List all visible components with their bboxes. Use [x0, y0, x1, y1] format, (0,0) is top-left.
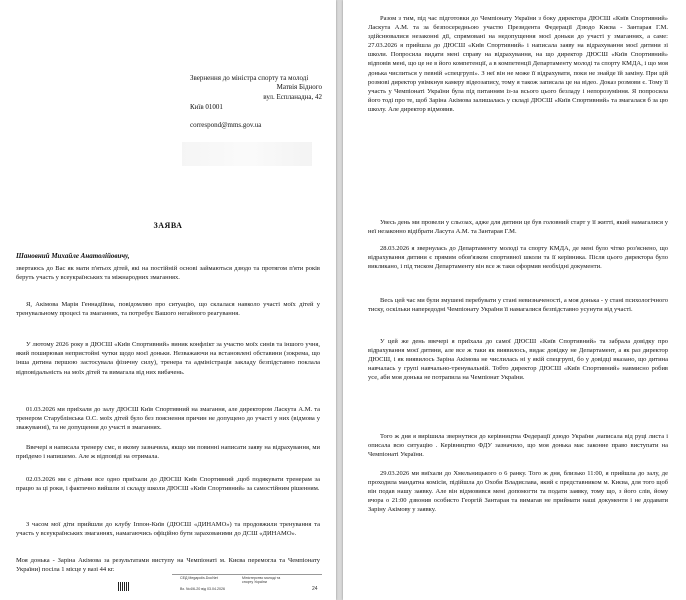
paragraph-8: Моя донька - Заріна Акімова за результатами виступу на Чемпіонаті м. Києва перемогла та Чемпіонату України) посіла 1 місце у вазі 44 кг. — [16, 557, 320, 574]
paragraph-4: 01.03.2026 ми приїхали до залу ДЮСШ Київ Спортивний на змагання, але директором Ласкута А.М. та тренером Старублінська О.С. моїх дітей було без пояснення причин не допущено до участі у них (відмова у зважуванні), та не допущення до участі в змаганнях. — [16, 406, 320, 432]
addressee-email: correspond@mms.gov.ua — [190, 121, 262, 129]
right-paragraph-6: Того ж дня я вирішила звернутися до керівництва Федерації дзюдо України ,написала від руці листа і описала всю ситуацію . Керівництво ФДУ зазначило, що моя донька має законне право виступати на Чемпіонаті України. — [368, 433, 668, 459]
stamp-system: СЕД Megapolis.DocNet — [180, 576, 218, 580]
right-paragraph-7: 29.03.2026 ми виїхали до Хмельницького о 6 ранку. Того ж дня, близько 11:00, я прийшла до залу, де проходила мандатна комісія, підійшла до Охоби Владислава, який є представником м. Києва, для того щоб він подав нашу заявку. Але він відмовився мені допомогти та подати заявку, тому що, з його слів, йому вчора о 21:00 дзвонив особисто Георгій Зантарая та вимагав не приймати наші документи і не додавати Заріну Акімову у заявку. — [368, 470, 668, 514]
stamp-reg-number: Вх. №4/6-20 від 03.04.2026 — [180, 587, 225, 591]
right-paragraph-4: Весь цей час ми були змушені перебувати у стані невизначеності, а моя донька - у стані психологічного тиску, оскільки напередодні Чемпіонату України її намагалися безпідставно усунути від участі. — [368, 297, 668, 314]
barcode-icon — [118, 582, 130, 591]
paragraph-2: Я, Акімова Марія Геннадіївна, повідомляю про ситуацію, що склалася навколо участі моїх дітей у тренувальному процесі та змаганнях, та потребує Вашого негайного реагування. — [16, 301, 320, 318]
registration-stamp — [172, 574, 322, 597]
addressee-line-3: вул. Еспланадна, 42 — [263, 92, 322, 101]
document-title: ЗАЯВА — [153, 221, 183, 230]
right-paragraph-5: У цей же день ввечері я приїхала до самої ДЮСШ «Київ Спортивний» та забрала довідку про відрахування моєї дитини, але все ж таки як виявилось, видає довідку не Департамент, а як раз директор ДЮСШ, і як виявилось Заріна Акімова не числилась ні у якій спецгрупі, бо у довідці вказано, що дитина навчалась у групі навчально-тренувальній. Тобто директор ДЮСШ «Київ Спортивний» навмисно робив усе, аби моя донька не потрапила на Чемпіонат України. — [368, 338, 668, 382]
addressee-block — [190, 74, 322, 102]
paragraph-6: 02.03.2026 ми с дітьми все одно приїхали до ДЮСШ Київ Спортивний ,щоб подякувати тренерам за працю за ці роки, і фактично вийшли зі складу школи ДЮСШ «Київ Спортивний» за самостійним рішенням. — [16, 476, 320, 493]
paragraph-1: звертаюсь до Вас як мати п'ятьох дітей, які на постійній основі займаються дзюдо та протягом п'яти років беруть участь у всеукраїнських та міжнародних змаганнях. — [16, 265, 320, 282]
greeting: Шановний Михайле Анатолійовичу, — [16, 252, 130, 260]
stamp-ministry: Міністерство молоді та спорту України — [242, 576, 281, 585]
right-paragraph-3: 28.03.2026 я звернулась до Департаменту молоді та спорту КМДА, де мені було чітко роз'яснено, що відрахування дитини є прямим обов'язком спортивної школи та її керівника. Після цього директора було викликано, і під тиском Департаменту він все ж таки оформив необхідні документи. — [368, 245, 668, 271]
paragraph-7: З часом мої діти прийшли до клубу Іппон-Київ (ДЮСШ «ДИНАМО») та продовжили тренування та участь у всеукраїнських змаганнях, намагаючись офіційно бути зарахованими до ДСШ «ДИНАМО». — [16, 521, 320, 538]
paragraph-5: Ввечері я написала тренеру смс, в якому зазначила, якщо ми повинні написати заяву на відрахування, ми приїдемо і напишемо. Але ж відповіді на отримала. — [16, 444, 320, 461]
addressee-line-2: Матвія Бідного — [276, 83, 322, 92]
right-paragraph-2: Увесь день ми провели у сльозах, адже для дитини це був головний старт у її житті, який намагалися у неї незаконно відібрати Ласута А.М. та Зантарая Г.М. — [368, 219, 668, 236]
paragraph-3: У лютому 2026 року в ДЮСШ «Київ Спортивний» виник конфлікт за участю моїх синів та іншого учня, який поширював непристойні чутки щодо моєї доньки. Незважаючи на встановлені обставини (зокрема, що інша дитина першою застосувала фізичну силу), тренера та адміністрація закладу безпідставно поклала відповідальність на моїх дітей та вимагала від них вибачень. — [16, 341, 320, 376]
addressee-line-1: Звернення до міністра спорту та молоді — [190, 74, 309, 82]
page-number: 24 — [312, 586, 318, 592]
right-paragraph-1: Разом з тим, під час підготовки до Чемпіонату України з боку директора ДЮСШ «Київ Спортивний» Ласкута А.М. та за безпосередньою участю Президента Федерації Дзюдо Києва - Зантарая Г.М. здійснювалися незаконні дії, спрямовані на недопущення моєї доньки до участі у змаганнях, а саме: 27.03.2026 я прийшла до ДЮСШ «Київ Спортивний» і написала заяву на відрахування моєї дитини зі школи. Попросила видати мені справу на відрахування, на що директор ДЮСШ «Київ Спортивний» відповів мені, що це не в його компетенції, а в компетенції Департаменту молоді та спорту КМДА, і що моя донька числиться у певній «спецгрупі». З неї він не може її відрахувати, поки не знайде їй заміну. При цій розмові директор увімкнув камеру відеозапису, тому я також записала це на відео. Доказ розмови є. Тому її участь у Чемпіонаті України була під питанням із-за всього цього безладу і непорозуміння. Я попросила його тоді про те, щоб Заріна Акімова залишалась у складі ДЮСШ «Київ Спортивний» та змагалася б за цю школу. Але директор відмовив. — [368, 15, 668, 113]
letter-page-left — [0, 0, 336, 600]
letter-page-right — [343, 0, 686, 600]
redacted-sender-block — [182, 142, 312, 166]
addressee-city: Київ 01001 — [190, 103, 223, 111]
